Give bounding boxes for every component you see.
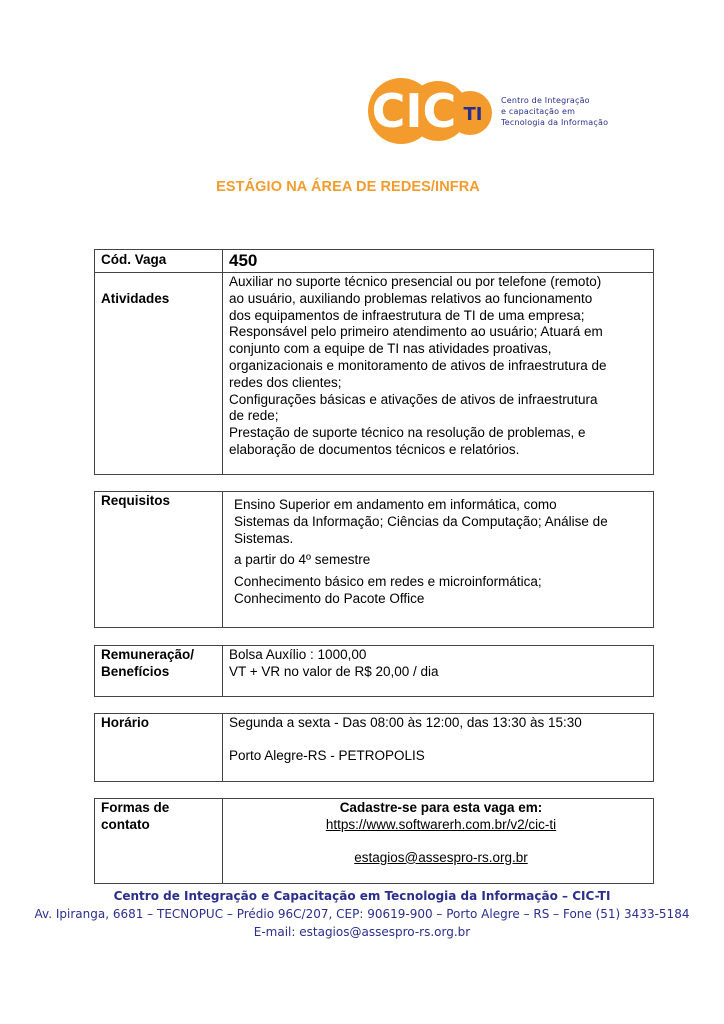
activities-line: dos equipamentos de infraestrutura de TI de uma empresa; [229,307,585,323]
logo-wordmark: CIC [371,84,457,138]
activities-line: organizacionais e monitoramento de ativos de infraestrutura de [229,357,607,373]
contact-label-line: Formas de [101,800,170,815]
requirements-label: Requisitos [95,492,223,627]
contact-table [94,798,654,884]
org-name-line: Tecnologia da Informação [501,118,609,127]
requirements-line: Sistemas da Informação; Ciências da Computação; Análise de [234,513,608,529]
activities-line: de rede; [229,408,279,424]
compensation-text [229,647,643,681]
job-code-value: 450 [229,251,258,270]
activities-text [229,274,643,459]
requirements-table [94,491,654,628]
contact-cta: Cadastre-se para esta vaga em: [339,800,543,815]
job-details-table [94,249,654,475]
requirements-semester: a partir do 4º semestre [234,552,371,568]
footer-org: Centro de Integração e Capacitação em Tecnologia da Informação – CIC-TI [113,889,611,903]
cic-ti-logo [368,76,496,146]
schedule-label: Horário [95,714,223,781]
schedule-location: Porto Alegre-RS - PETROPOLIS [229,747,425,763]
activities-line: Prestação de suporte técnico na resolução de problemas, e [229,425,586,441]
compensation-line: Bolsa Auxílio : 1000,00 [229,647,367,662]
org-name-line: e capacitação em [501,107,576,116]
schedule-text [229,715,643,765]
schedule-hours: Segunda a sexta - Das 08:00 às 12:00, das 13:30 às 15:30 [229,715,582,730]
activities-line: elaboração de documentos técnicos e relatórios. [229,441,520,457]
compensation-line: VT + VR no valor de R$ 20,00 / dia [229,663,439,679]
requirements-line: Ensino Superior em andamento em informática, como [234,497,557,512]
requirements-line: Conhecimento básico em redes e microinformática; [234,574,542,590]
activities-label: Atividades [101,291,170,306]
contact-info [229,800,653,866]
activities-line: ao usuário, auxiliando problemas relativos ao funcionamento [229,290,593,306]
compensation-label-line: Remuneração/ [101,647,195,662]
activities-line: Auxiliar no suporte técnico presencial ou por telefone (remoto) [229,274,602,289]
requirements-line: Conhecimento do Pacote Office [234,590,425,606]
job-code-label: Cód. Vaga [101,252,167,267]
activities-line: Responsável pelo primeiro atendimento ao usuário; Atuará em [229,324,603,340]
compensation-table [94,645,654,697]
requirements-line: Sistemas. [234,530,294,546]
requirements-text [234,497,643,608]
logo-badge: TI [463,104,483,125]
contact-label-line: contato [101,816,150,832]
schedule-table [94,713,654,782]
job-code-row [95,250,653,273]
compensation-label [95,646,223,696]
activities-line: conjunto com a equipe de TI nas atividades proativas, [229,341,552,357]
contact-email-link[interactable]: estagios@assespro-rs.org.br [354,849,528,865]
footer-address: Av. Ipiranga, 6681 – TECNOPUC – Prédio 96C/207, CEP: 90619-900 – Porto Alegre – RS – Fone (51) 3433-5184 [34,907,690,921]
activities-line: redes dos clientes; [229,374,342,390]
registration-link[interactable]: https://www.softwarerh.com.br/v2/cic-ti [325,816,557,832]
contact-label [95,799,223,883]
footer-email[interactable]: E-mail: estagios@assespro-rs.org.br [253,925,471,939]
page-title: ESTÁGIO NA ÁREA DE REDES/INFRA [216,179,480,195]
activities-line: Configurações básicas e ativações de ativos de infraestrutura [229,391,598,407]
compensation-label-line: Benefícios [101,663,170,679]
org-name [501,95,608,128]
footer [0,887,724,941]
org-name-line: Centro de Integração [501,96,590,105]
